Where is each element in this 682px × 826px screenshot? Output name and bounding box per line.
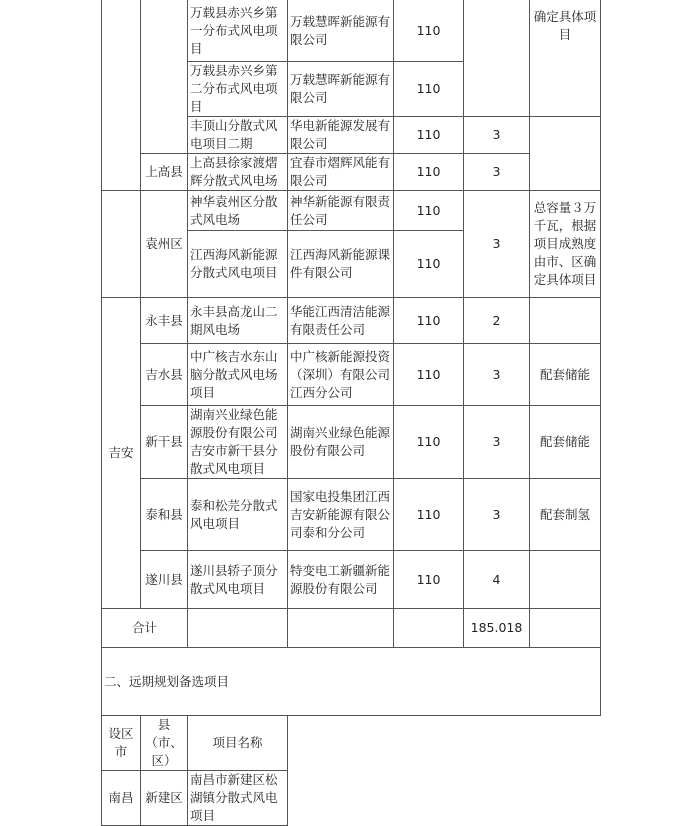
project-name-cell: 江西海风新能源分散式风电项目 xyxy=(188,231,288,298)
city-cell xyxy=(102,191,141,298)
project-name-cell: 永丰县高龙山二期风电场 xyxy=(188,298,288,344)
voltage-cell: 110 xyxy=(394,191,464,231)
voltage-cell: 110 xyxy=(394,154,464,191)
county-cell: 新干县 xyxy=(141,406,188,479)
company-cell: 华电新能源发展有限公司 xyxy=(288,117,394,154)
note-cell: 总容量３万千瓦，根据项目成熟度由市、区确定具体项目 xyxy=(530,191,601,298)
total-label: 合计 xyxy=(102,609,188,648)
project-name-cell: 中广核吉水东山脑分散式风电场项目 xyxy=(188,344,288,406)
project-name-cell: 丰顶山分散式风电项目二期 xyxy=(188,117,288,154)
project-name-cell: 上高县徐家渡熠辉分散式风电场 xyxy=(188,154,288,191)
company-cell: 华能江西清洁能源有限责任公司 xyxy=(288,298,394,344)
total-row xyxy=(102,609,601,648)
total-value: 185.018 xyxy=(464,609,530,648)
empty-cell xyxy=(394,609,464,648)
project-name-cell: 万载县赤兴乡第一分布式风电项目 xyxy=(188,0,288,62)
note-cell: 配套制氢 xyxy=(530,479,601,551)
note-cell xyxy=(530,298,601,344)
blank-area xyxy=(288,716,601,771)
table-row xyxy=(102,551,601,609)
voltage-cell: 110 xyxy=(394,344,464,406)
project-name-cell: 神华袁州区分散式风电场 xyxy=(188,191,288,231)
company-cell: 神华新能源有限责任公司 xyxy=(288,191,394,231)
capacity-cell: 3 xyxy=(464,154,530,191)
header-project: 项目名称 xyxy=(188,716,288,771)
project-name-cell: 万载县赤兴乡第二分布式风电项目 xyxy=(188,62,288,117)
project-name-cell: 遂川县轿子顶分散式风电项目 xyxy=(188,551,288,609)
empty-cell xyxy=(288,609,394,648)
county-cell: 上高县 xyxy=(141,154,188,191)
city-cell xyxy=(102,0,141,191)
voltage-cell: 110 xyxy=(394,406,464,479)
table-row xyxy=(102,344,601,406)
company-cell: 宜春市熠辉风能有限公司 xyxy=(288,154,394,191)
company-cell: 江西海风新能源课件有限公司 xyxy=(288,231,394,298)
table-row xyxy=(102,154,601,191)
table-row xyxy=(102,406,601,479)
voltage-cell: 110 xyxy=(394,62,464,117)
county-cell xyxy=(141,0,188,154)
company-cell: 湖南兴业绿色能源股份有限公司 xyxy=(288,406,394,479)
empty-cell xyxy=(188,609,288,648)
company-cell: 国家电投集团江西吉安新能源有限公司泰和分公司 xyxy=(288,479,394,551)
company-cell: 中广核新能源投资（深圳）有限公司江西分公司 xyxy=(288,344,394,406)
empty-cell xyxy=(530,609,601,648)
note-cell: 配套储能 xyxy=(530,344,601,406)
table-row xyxy=(102,298,601,344)
voltage-cell: 110 xyxy=(394,117,464,154)
project-name-cell: 湖南兴业绿色能源股份有限公司吉安市新干县分散式风电项目 xyxy=(188,406,288,479)
capacity-cell xyxy=(464,0,530,117)
capacity-cell: 3 xyxy=(464,191,530,298)
capacity-cell: 3 xyxy=(464,117,530,154)
note-cell: 确定具体项目 xyxy=(530,0,601,117)
county-cell: 遂川县 xyxy=(141,551,188,609)
header-city: 设区市 xyxy=(102,716,141,771)
company-cell: 万载慧晖新能源有限公司 xyxy=(288,0,394,62)
wind-power-project-table xyxy=(101,0,601,826)
voltage-cell: 110 xyxy=(394,298,464,344)
note-cell xyxy=(530,117,601,191)
company-cell: 特变电工新疆新能源股份有限公司 xyxy=(288,551,394,609)
table-row xyxy=(102,0,601,62)
company-cell: 万载慧晖新能源有限公司 xyxy=(288,62,394,117)
capacity-cell: 2 xyxy=(464,298,530,344)
city-cell: 吉安 xyxy=(102,298,141,609)
blank-area xyxy=(288,771,601,826)
table-row xyxy=(102,771,601,826)
county-cell: 袁州区 xyxy=(141,191,188,298)
table-row xyxy=(102,191,601,231)
header-row xyxy=(102,716,601,771)
section-title: 二、远期规划备选项目 xyxy=(102,648,601,716)
county-cell: 新建区 xyxy=(141,771,188,826)
note-cell xyxy=(530,551,601,609)
capacity-cell: 3 xyxy=(464,479,530,551)
project-name-cell: 泰和松芫分散式风电项目 xyxy=(188,479,288,551)
section-title-row xyxy=(102,648,601,716)
voltage-cell: 110 xyxy=(394,231,464,298)
voltage-cell: 110 xyxy=(394,0,464,62)
capacity-cell: 4 xyxy=(464,551,530,609)
header-county: 县（市、区） xyxy=(141,716,188,771)
note-cell: 配套储能 xyxy=(530,406,601,479)
county-cell: 吉水县 xyxy=(141,344,188,406)
voltage-cell: 110 xyxy=(394,479,464,551)
county-cell: 泰和县 xyxy=(141,479,188,551)
project-name-cell: 南昌市新建区松湖镇分散式风电项目 xyxy=(188,771,288,826)
capacity-cell: 3 xyxy=(464,344,530,406)
capacity-cell: 3 xyxy=(464,406,530,479)
city-cell: 南昌 xyxy=(102,771,141,826)
table-row xyxy=(102,479,601,551)
county-cell: 永丰县 xyxy=(141,298,188,344)
voltage-cell: 110 xyxy=(394,551,464,609)
